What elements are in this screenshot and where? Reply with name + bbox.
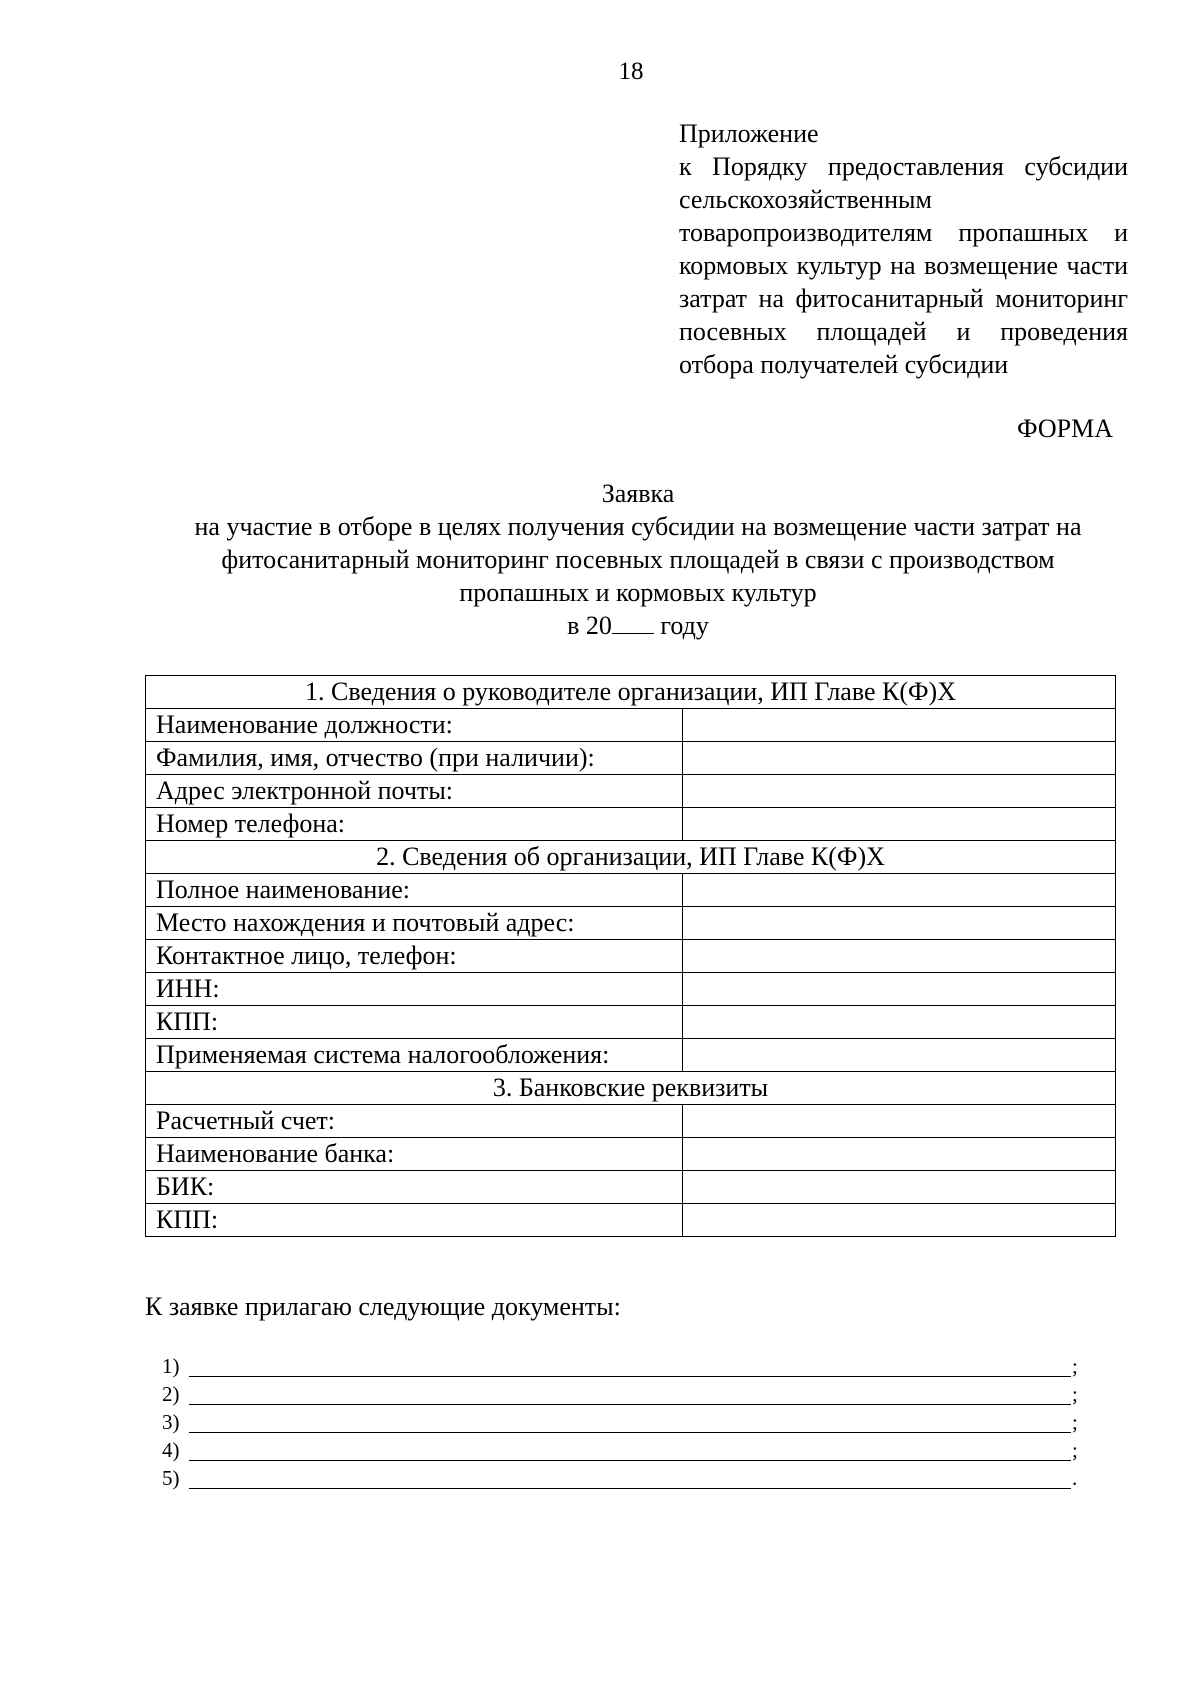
field-label: КПП:: [146, 1006, 683, 1039]
form-label: ФОРМА: [1017, 414, 1113, 443]
field-label: Применяемая система налогообложения:: [146, 1039, 683, 1072]
list-item: [162, 1380, 1092, 1408]
table-row: [146, 973, 1116, 1006]
field-value-bank-kpp[interactable]: [683, 1204, 1116, 1237]
table-row: [146, 709, 1116, 742]
fill-in-line[interactable]: [189, 1376, 1071, 1377]
field-value-contact[interactable]: [683, 940, 1116, 973]
attachments-intro: К заявке прилагаю следующие документы:: [145, 1292, 621, 1321]
item-end-mark: .: [1072, 1466, 1078, 1490]
list-item: [162, 1408, 1092, 1436]
item-number: 4): [162, 1438, 180, 1462]
field-label: Наименование банка:: [146, 1138, 683, 1171]
appendix-body: к Порядку предоставления субсидии сельскохозяйственным товаропроизводителям пропашных и кормовых культур на возмещение части затрат на фитосанитарный мониторинг посевных площадей и проведения отбора получателей субсидии: [679, 152, 1128, 379]
field-label: БИК:: [146, 1171, 683, 1204]
title-line-3: пропашных и кормовых культур: [459, 578, 817, 607]
year-suffix: году: [653, 611, 709, 640]
section-header-row: [146, 841, 1116, 874]
section-3-title: 3. Банковские реквизиты: [146, 1072, 1116, 1105]
table-row: [146, 1006, 1116, 1039]
item-number: 3): [162, 1410, 180, 1434]
table-row: [146, 742, 1116, 775]
field-value-email[interactable]: [683, 775, 1116, 808]
list-item: [162, 1464, 1092, 1492]
title-line-2: фитосанитарный мониторинг посевных площадей в связи с производством: [221, 545, 1055, 574]
field-label: КПП:: [146, 1204, 683, 1237]
item-end-mark: ;: [1072, 1438, 1078, 1462]
field-value-tax-system[interactable]: [683, 1039, 1116, 1072]
section-header-row: [146, 676, 1116, 709]
item-end-mark: ;: [1072, 1382, 1078, 1406]
table-row: [146, 907, 1116, 940]
table-row: [146, 1171, 1116, 1204]
attachments-list: [162, 1352, 1092, 1492]
item-number: 2): [162, 1382, 180, 1406]
list-item: [162, 1436, 1092, 1464]
table-row: [146, 1204, 1116, 1237]
field-label: Расчетный счет:: [146, 1105, 683, 1138]
field-value-position[interactable]: [683, 709, 1116, 742]
application-title: [136, 477, 1140, 642]
field-label: Контактное лицо, телефон:: [146, 940, 683, 973]
table-row: [146, 874, 1116, 907]
field-value-kpp[interactable]: [683, 1006, 1116, 1039]
field-label: Место нахождения и почтовый адрес:: [146, 907, 683, 940]
field-label: ИНН:: [146, 973, 683, 1006]
field-label: Фамилия, имя, отчество (при наличии):: [146, 742, 683, 775]
table-row: [146, 775, 1116, 808]
table-row: [146, 1039, 1116, 1072]
appendix-note: [679, 117, 1128, 381]
field-label: Полное наименование:: [146, 874, 683, 907]
field-value-bank-name[interactable]: [683, 1138, 1116, 1171]
field-value-phone[interactable]: [683, 808, 1116, 841]
field-value-inn[interactable]: [683, 973, 1116, 1006]
item-number: 1): [162, 1354, 180, 1378]
table-row: [146, 808, 1116, 841]
application-table: [145, 675, 1116, 1237]
section-2-title: 2. Сведения об организации, ИП Главе К(Ф)Х: [146, 841, 1116, 874]
section-header-row: [146, 1072, 1116, 1105]
item-end-mark: ;: [1072, 1354, 1078, 1378]
fill-in-line[interactable]: [189, 1404, 1071, 1405]
appendix-title: Приложение: [679, 119, 819, 148]
field-value-org-name[interactable]: [683, 874, 1116, 907]
year-blank[interactable]: [612, 611, 654, 634]
fill-in-line[interactable]: [189, 1488, 1071, 1489]
field-label: Номер телефона:: [146, 808, 683, 841]
field-value-account[interactable]: [683, 1105, 1116, 1138]
field-value-full-name[interactable]: [683, 742, 1116, 775]
item-number: 5): [162, 1466, 180, 1490]
list-item: [162, 1352, 1092, 1380]
field-label: Адрес электронной почты:: [146, 775, 683, 808]
title-year-line: [136, 609, 1140, 642]
page-number: 18: [618, 58, 644, 85]
field-value-bik[interactable]: [683, 1171, 1116, 1204]
year-prefix: в 20: [567, 611, 612, 640]
fill-in-line[interactable]: [189, 1460, 1071, 1461]
table-row: [146, 940, 1116, 973]
field-value-address[interactable]: [683, 907, 1116, 940]
section-1-title: 1. Сведения о руководителе организации, ИП Главе К(Ф)Х: [146, 676, 1116, 709]
item-end-mark: ;: [1072, 1410, 1078, 1434]
table-row: [146, 1138, 1116, 1171]
table-row: [146, 1105, 1116, 1138]
title-heading: Заявка: [601, 479, 675, 508]
fill-in-line[interactable]: [189, 1432, 1071, 1433]
title-line-1: на участие в отборе в целях получения субсидии на возмещение части затрат на: [194, 512, 1082, 541]
field-label: Наименование должности:: [146, 709, 683, 742]
